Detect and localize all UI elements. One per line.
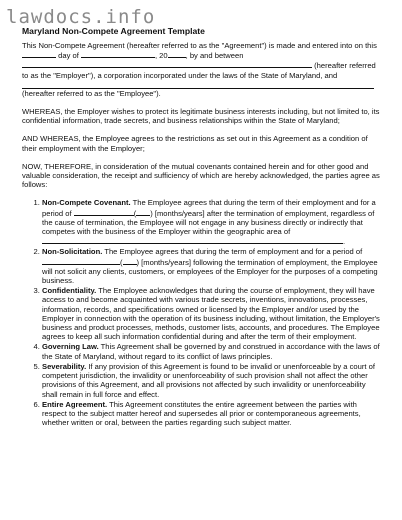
clause-text: This Agreement constitutes the entire agreement between the parties with respect to the subject matter hereof and supersedes all prior or contemporaneous agreements, whether written or oral, between the parties regarding such subject matter.: [42, 399, 361, 428]
whereas-paragraph-2: AND WHEREAS, the Employee agrees to the restrictions as set out in this Agreement as a condition of their employment with the Employer;: [22, 134, 368, 153]
intro-paragraph: [22, 41, 382, 98]
clause-text: The Employee agrees that during the term of their employment and for a period of: [42, 198, 376, 218]
clause-text: If any provision of this Agreement is found to be invalid or unenforceable by a court of competent jurisdiction, the invalidity or unenforceability of such provision shall not affect the other provisions of this Agreement, and all provisions not affected by such invalidity or unenforceability shall remain in full force and effect.: [42, 361, 375, 399]
period-unit-blank: [123, 257, 137, 265]
geographic-area-blank: [42, 236, 343, 244]
clause-text: The Employee acknowledges that during the course of employment, they will have access to and become acquainted with various trade secrets, inventions, innovations, processes, information, records, and specifications owned or licensed by the Employer and/or used by the Employer in connection with the operation of its business including, without limitation, the Employer's business and product processes, methods, customer lists, accounts, and procedures. The Employee agrees to keep all such information confidential during and after the term of their employment.: [42, 286, 380, 342]
clause-text: [months/years] following the termination of employment, the Employee will not solicit any clients, customers, or employees of the Employer for the purposes of a competing business.: [42, 257, 378, 286]
period-unit-blank: [136, 208, 150, 216]
period-blank: [74, 208, 134, 216]
now-therefore-paragraph: NOW, THEREFORE, in consideration of the mutual covenants contained herein and for other good and valuable consideration, the receipt and sufficiency of which are hereby acknowledged, the parties agree as follows:: [22, 161, 380, 190]
clause-list: [22, 198, 382, 427]
period-blank: [42, 257, 120, 265]
intro-text: This Non-Compete Agreement (hereafter referred to as the "Agreement") is made and entered into on this: [22, 41, 377, 50]
document-body: [22, 41, 382, 428]
employee-ref-text: (hereafter referred to as the "Employee").: [22, 88, 161, 98]
clause-text: This Agreement shall be governed by and construed in accordance with the laws of the State of Maryland, without regard to its conflict of laws principles.: [42, 342, 380, 361]
year-blank: [168, 50, 186, 58]
clause-heading: Non-Compete Covenant.: [42, 198, 131, 208]
employer-name-blank: [22, 60, 312, 68]
site-logo: lawdocs.info: [6, 6, 156, 28]
hereafter-text: (hereafter: [314, 61, 348, 71]
clause-heading: Entire Agreement.: [42, 399, 108, 409]
year-prefix-text: , 20: [154, 51, 168, 61]
clause-text: [months/years] after the termination of employment, regardless of the cause of termination, the Employee will not engage in any business directly or indirectly that competes with the business of the Employer within the geographic area of: [42, 208, 375, 237]
clause-severability: [42, 362, 382, 399]
clause-heading: Severability.: [42, 361, 87, 371]
month-blank: [81, 50, 155, 58]
employee-name-blank: [22, 80, 374, 89]
employer-ref-text: referred to as the "Employer"), a corporation incorporated under the laws of the State of Maryland, and: [22, 61, 376, 80]
clause-heading: Governing Law.: [42, 342, 99, 352]
clause-governing-law: [42, 342, 382, 360]
document-title: Maryland Non-Compete Agreement Template: [22, 26, 205, 36]
clause-heading: Confidentiality.: [42, 286, 97, 296]
day-of-text: day of: [58, 51, 79, 61]
whereas-paragraph-1: WHEREAS, the Employer wishes to protect its legitimate business interests including, but not limited to, its confidential information, trade secrets, and business relationships within the State of Maryland;: [22, 107, 380, 126]
clause-non-solicitation: 2. Non-Solicitation. The Employee agrees that during the term of employment and for a period of ( ) [months/years] following the termination of employment, the Employee will not solicit any clients, customers, or employees of the Employer for the purposes of a competing business.: [42, 247, 382, 285]
between-text: , by and between: [185, 51, 244, 61]
clause-entire-agreement: [42, 400, 382, 428]
clause-text: The Employee agrees that during the term of employment and for a period of: [104, 247, 363, 257]
clause-heading: Non-Solicitation.: [42, 247, 103, 257]
clause-confidentiality: [42, 286, 382, 341]
day-blank: [22, 50, 56, 58]
clause-non-compete: 1. Non-Compete Covenant. The Employee agrees that during the term of their employment and for a period of ( ) [months/years] after the termination of employment, regardless of the cause of termination, the Employee will not engage in any business directly or indirectly that competes with the business of the Employer within the geographic area of .: [42, 198, 382, 246]
